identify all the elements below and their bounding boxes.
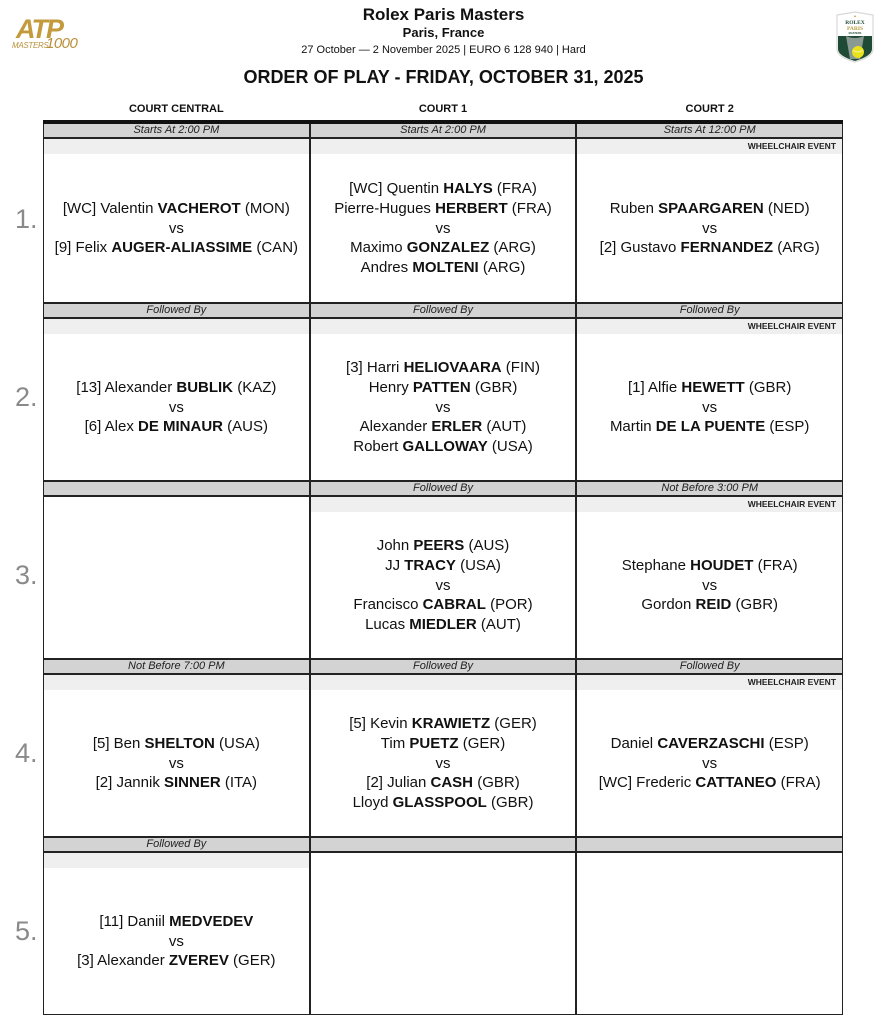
event-type-label: WHEELCHAIR EVENT: [577, 319, 842, 334]
player-country: (AUS): [464, 536, 510, 554]
player-entry: [350, 238, 536, 258]
player-surname: SPAARGAREN: [658, 199, 764, 217]
match-time-label: Starts At 2:00 PM: [311, 124, 576, 139]
player-seed-firstname: Martin: [609, 417, 656, 435]
event-type-label: WHEELCHAIR EVENT: [577, 139, 842, 154]
player-country: (GBR): [470, 378, 518, 396]
player-surname: HALYS: [443, 179, 493, 197]
match-cell: [576, 302, 843, 480]
player-entry: [369, 378, 518, 398]
match-players: [577, 334, 842, 480]
match-order-number: 1.: [15, 204, 38, 234]
player-country: (AUT): [476, 615, 521, 633]
player-seed-firstname: [1] Alfie: [627, 378, 682, 396]
match-time-label: Followed By: [577, 658, 842, 675]
match-players: [44, 334, 309, 480]
player-seed-firstname: [5] Kevin: [349, 714, 412, 732]
event-type-label: [44, 853, 309, 868]
player-entry: [628, 378, 791, 398]
event-type-label: [311, 139, 576, 154]
player-country: (FIN): [501, 358, 540, 376]
match-players: [311, 690, 576, 836]
match-cell: [576, 658, 843, 836]
player-entry: [96, 773, 257, 793]
player-entry: [76, 378, 276, 398]
player-surname: VACHEROT: [157, 199, 241, 217]
player-country: (FRA): [507, 199, 552, 217]
player-surname: ZVEREV: [168, 951, 229, 969]
match-time-label: Starts At 12:00 PM: [577, 124, 842, 139]
player-entry: [349, 179, 537, 199]
court-headers: [43, 102, 843, 116]
player-entry: [353, 437, 533, 457]
match-cell: [576, 480, 843, 658]
match-time-label: Not Before 3:00 PM: [577, 480, 842, 497]
player-country: (ARG): [773, 238, 820, 256]
logo-text-paris: PARIS: [846, 26, 864, 32]
match-time-label: [311, 836, 576, 853]
player-entry: [611, 734, 809, 754]
player-surname: MIEDLER: [409, 615, 477, 633]
event-type-label: [311, 319, 576, 334]
player-surname: TRACY: [404, 556, 456, 574]
match-time-label: Followed By: [311, 480, 576, 497]
versus-label: vs: [435, 576, 451, 594]
match-players: [577, 868, 842, 1014]
player-country: (CAN): [252, 238, 299, 256]
match-cell: [576, 124, 843, 302]
player-seed-firstname: [WC] Quentin: [349, 179, 444, 197]
player-surname: MEDVEDEV: [169, 912, 254, 930]
match-cell: [43, 124, 310, 302]
player-entry: [377, 536, 510, 556]
player-seed-firstname: [13] Alexander: [76, 378, 177, 396]
match-cell: [576, 836, 843, 1014]
player-entry: [99, 912, 253, 932]
event-type-label: [311, 853, 576, 868]
player-entry: [334, 199, 552, 219]
logo-text-rolex: ROLEX: [845, 20, 865, 26]
versus-label: vs: [168, 754, 184, 772]
court-header: COURT 1: [418, 103, 468, 115]
player-surname: ERLER: [431, 417, 483, 435]
player-entry: [353, 793, 534, 813]
versus-label: vs: [702, 219, 718, 237]
match-players: [311, 154, 576, 302]
player-seed-firstname: Alexander: [359, 417, 432, 435]
player-surname: CASH: [430, 773, 474, 791]
schedule-row: [15, 124, 843, 302]
player-seed-firstname: Robert: [353, 437, 403, 455]
player-seed-firstname: Tim: [380, 734, 410, 752]
match-time-label: Followed By: [44, 836, 309, 853]
player-seed-firstname: Ruben: [609, 199, 659, 217]
match-cell: [43, 302, 310, 480]
player-seed-firstname: Lloyd: [352, 793, 393, 811]
player-surname: CAVERZASCHI: [657, 734, 765, 752]
player-country: (GER): [490, 714, 537, 732]
player-seed-firstname: [2] Julian: [366, 773, 431, 791]
player-country: (USA): [455, 556, 501, 574]
player-seed-firstname: Maximo: [350, 238, 407, 256]
tournament-details: 27 October — 2 November 2025 | EURO 6 128 940 | Hard: [301, 44, 586, 56]
player-entry: [63, 199, 290, 219]
match-cell: [310, 124, 577, 302]
page-header: [0, 5, 887, 88]
versus-label: vs: [702, 576, 718, 594]
player-surname: SINNER: [163, 773, 221, 791]
player-entry: [346, 358, 540, 378]
player-country: (FRA): [492, 179, 537, 197]
player-seed-firstname: [2] Jannik: [95, 773, 164, 791]
player-entry: [610, 417, 809, 437]
player-entry: [360, 417, 527, 437]
versus-label: vs: [168, 398, 184, 416]
player-seed-firstname: Pierre-Hugues: [334, 199, 436, 217]
player-surname: CATTANEO: [695, 773, 777, 791]
atp-logo-level: 1000: [46, 35, 78, 52]
player-entry: [366, 773, 519, 793]
match-cell: [310, 480, 577, 658]
player-entry: [77, 951, 275, 971]
player-country: (ESP): [764, 734, 809, 752]
player-entry: [361, 258, 526, 278]
event-type-label: [577, 853, 842, 868]
player-seed-firstname: Gordon: [641, 595, 696, 613]
versus-label: vs: [435, 398, 451, 416]
player-surname: CABRAL: [422, 595, 486, 613]
player-country: (GBR): [731, 595, 779, 613]
event-type-label: [44, 497, 309, 512]
atp-logo-word: ATP: [16, 14, 62, 44]
player-country: (MON): [240, 199, 290, 217]
player-seed-firstname: JJ: [385, 556, 405, 574]
player-entry: [610, 199, 810, 219]
player-country: (AUT): [482, 417, 527, 435]
versus-label: vs: [168, 932, 184, 950]
event-type-label: [311, 497, 576, 512]
player-country: (USA): [487, 437, 533, 455]
event-type-label: WHEELCHAIR EVENT: [577, 497, 842, 512]
player-entry: [353, 595, 532, 615]
player-seed-firstname: [WC] Frederic: [598, 773, 696, 791]
event-type-label: [44, 319, 309, 334]
player-entry: [641, 595, 778, 615]
match-cell: [43, 480, 310, 658]
player-surname: PEERS: [413, 536, 465, 554]
match-time-label: Followed By: [311, 302, 576, 319]
versus-label: vs: [168, 219, 184, 237]
player-seed-firstname: [2] Gustavo: [599, 238, 681, 256]
player-country: (GER): [228, 951, 276, 969]
match-time-label: Not Before 7:00 PM: [44, 658, 309, 675]
player-entry: [93, 734, 260, 754]
player-entry: [599, 773, 821, 793]
logo-text-masters: MASTERS: [848, 32, 862, 35]
player-surname: HEWETT: [681, 378, 745, 396]
match-order-number: 4.: [15, 738, 38, 768]
atp-logo-masters: MASTERS: [12, 41, 49, 50]
match-time-label: Followed By: [44, 302, 309, 319]
player-country: (GBR): [486, 793, 534, 811]
player-country: (ITA): [220, 773, 258, 791]
player-entry: [622, 556, 798, 576]
tournament-title: Rolex Paris Masters: [362, 5, 525, 24]
player-seed-firstname: Lucas: [365, 615, 410, 633]
order-of-play-title: ORDER OF PLAY - FRIDAY, OCTOBER 31, 2025: [243, 67, 644, 87]
event-type-label: [311, 675, 576, 690]
player-surname: AUGER-ALIASSIME: [111, 238, 253, 256]
player-country: (FRA): [753, 556, 798, 574]
player-country: (ARG): [478, 258, 526, 276]
player-surname: BUBLIK: [176, 378, 234, 396]
player-surname: SHELTON: [144, 734, 215, 752]
player-surname: DE MINAUR: [138, 417, 224, 435]
player-country: (NED): [763, 199, 810, 217]
player-entry: [365, 615, 521, 635]
player-seed-firstname: [5] Ben: [92, 734, 145, 752]
match-order-number: 2.: [15, 382, 38, 412]
player-seed-firstname: Andres: [360, 258, 413, 276]
player-entry: [55, 238, 298, 258]
schedule-row: [15, 836, 843, 1014]
match-cell: [310, 302, 577, 480]
versus-label: vs: [702, 754, 718, 772]
match-time-label: [44, 480, 309, 497]
player-seed-firstname: [6] Alex: [84, 417, 139, 435]
player-surname: MOLTENI: [412, 258, 479, 276]
match-players: [577, 690, 842, 836]
match-players: [311, 868, 576, 1014]
event-type-label: [44, 139, 309, 154]
player-seed-firstname: [11] Daniil: [99, 912, 170, 930]
match-time-label: Followed By: [311, 658, 576, 675]
schedule-row: [15, 302, 843, 480]
player-seed-firstname: Francisco: [353, 595, 423, 613]
match-players: [44, 512, 309, 658]
match-cell: [310, 836, 577, 1014]
player-country: (POR): [485, 595, 533, 613]
player-seed-firstname: Daniel: [610, 734, 658, 752]
player-entry: [85, 417, 268, 437]
match-time-label: Starts At 2:00 PM: [44, 124, 309, 139]
player-country: (AUS): [223, 417, 269, 435]
player-surname: HERBERT: [435, 199, 508, 217]
player-surname: HELIOVAARA: [403, 358, 502, 376]
player-entry: [349, 714, 537, 734]
player-surname: GONZALEZ: [406, 238, 490, 256]
player-entry: [385, 556, 501, 576]
versus-label: vs: [702, 398, 718, 416]
match-players: [44, 690, 309, 836]
player-country: (GER): [458, 734, 506, 752]
player-seed-firstname: Stephane: [621, 556, 691, 574]
player-surname: HOUDET: [690, 556, 754, 574]
player-country: (USA): [214, 734, 260, 752]
player-surname: KRAWIETZ: [411, 714, 491, 732]
tournament-location: Paris, France: [402, 25, 485, 40]
player-country: (ARG): [489, 238, 536, 256]
player-country: (ESP): [765, 417, 810, 435]
match-players: [44, 154, 309, 302]
player-entry: [600, 238, 820, 258]
match-cell: [43, 658, 310, 836]
player-seed-firstname: John: [376, 536, 414, 554]
player-surname: PATTEN: [412, 378, 471, 396]
court-header: COURT 2: [685, 103, 734, 115]
player-country: (GBR): [473, 773, 520, 791]
event-type-label: WHEELCHAIR EVENT: [577, 675, 842, 690]
match-order-number: 5.: [15, 916, 38, 946]
court-header: COURT CENTRAL: [128, 103, 224, 115]
match-time-label: Followed By: [577, 302, 842, 319]
grid-bottom-border: [43, 1014, 843, 1015]
match-players: [577, 512, 842, 658]
player-country: (FRA): [776, 773, 821, 791]
match-players: [44, 868, 309, 1014]
player-country: (GBR): [744, 378, 792, 396]
player-country: (KAZ): [233, 378, 277, 396]
player-seed-firstname: [3] Alexander: [77, 951, 169, 969]
player-seed-firstname: [9] Felix: [54, 238, 112, 256]
player-surname: GLASSPOOL: [392, 793, 487, 811]
match-order-number: 3.: [15, 560, 38, 590]
event-type-label: [44, 675, 309, 690]
player-surname: PUETZ: [409, 734, 459, 752]
schedule-row: [15, 480, 843, 658]
player-seed-firstname: Henry: [368, 378, 413, 396]
match-players: [577, 154, 842, 302]
player-surname: DE LA PUENTE: [655, 417, 766, 435]
schedule-row: [15, 658, 843, 836]
match-cell: [43, 836, 310, 1014]
match-players: [311, 334, 576, 480]
schedule-grid: [15, 120, 843, 1014]
match-time-label: [577, 836, 842, 853]
match-players: [311, 512, 576, 658]
versus-label: vs: [435, 219, 451, 237]
player-entry: [381, 734, 505, 754]
player-surname: REID: [695, 595, 732, 613]
player-surname: FERNANDEZ: [680, 238, 774, 256]
player-seed-firstname: [3] Harri: [346, 358, 404, 376]
match-cell: [310, 658, 577, 836]
player-seed-firstname: [WC] Valentin: [62, 199, 158, 217]
player-surname: GALLOWAY: [402, 437, 488, 455]
versus-label: vs: [435, 754, 451, 772]
